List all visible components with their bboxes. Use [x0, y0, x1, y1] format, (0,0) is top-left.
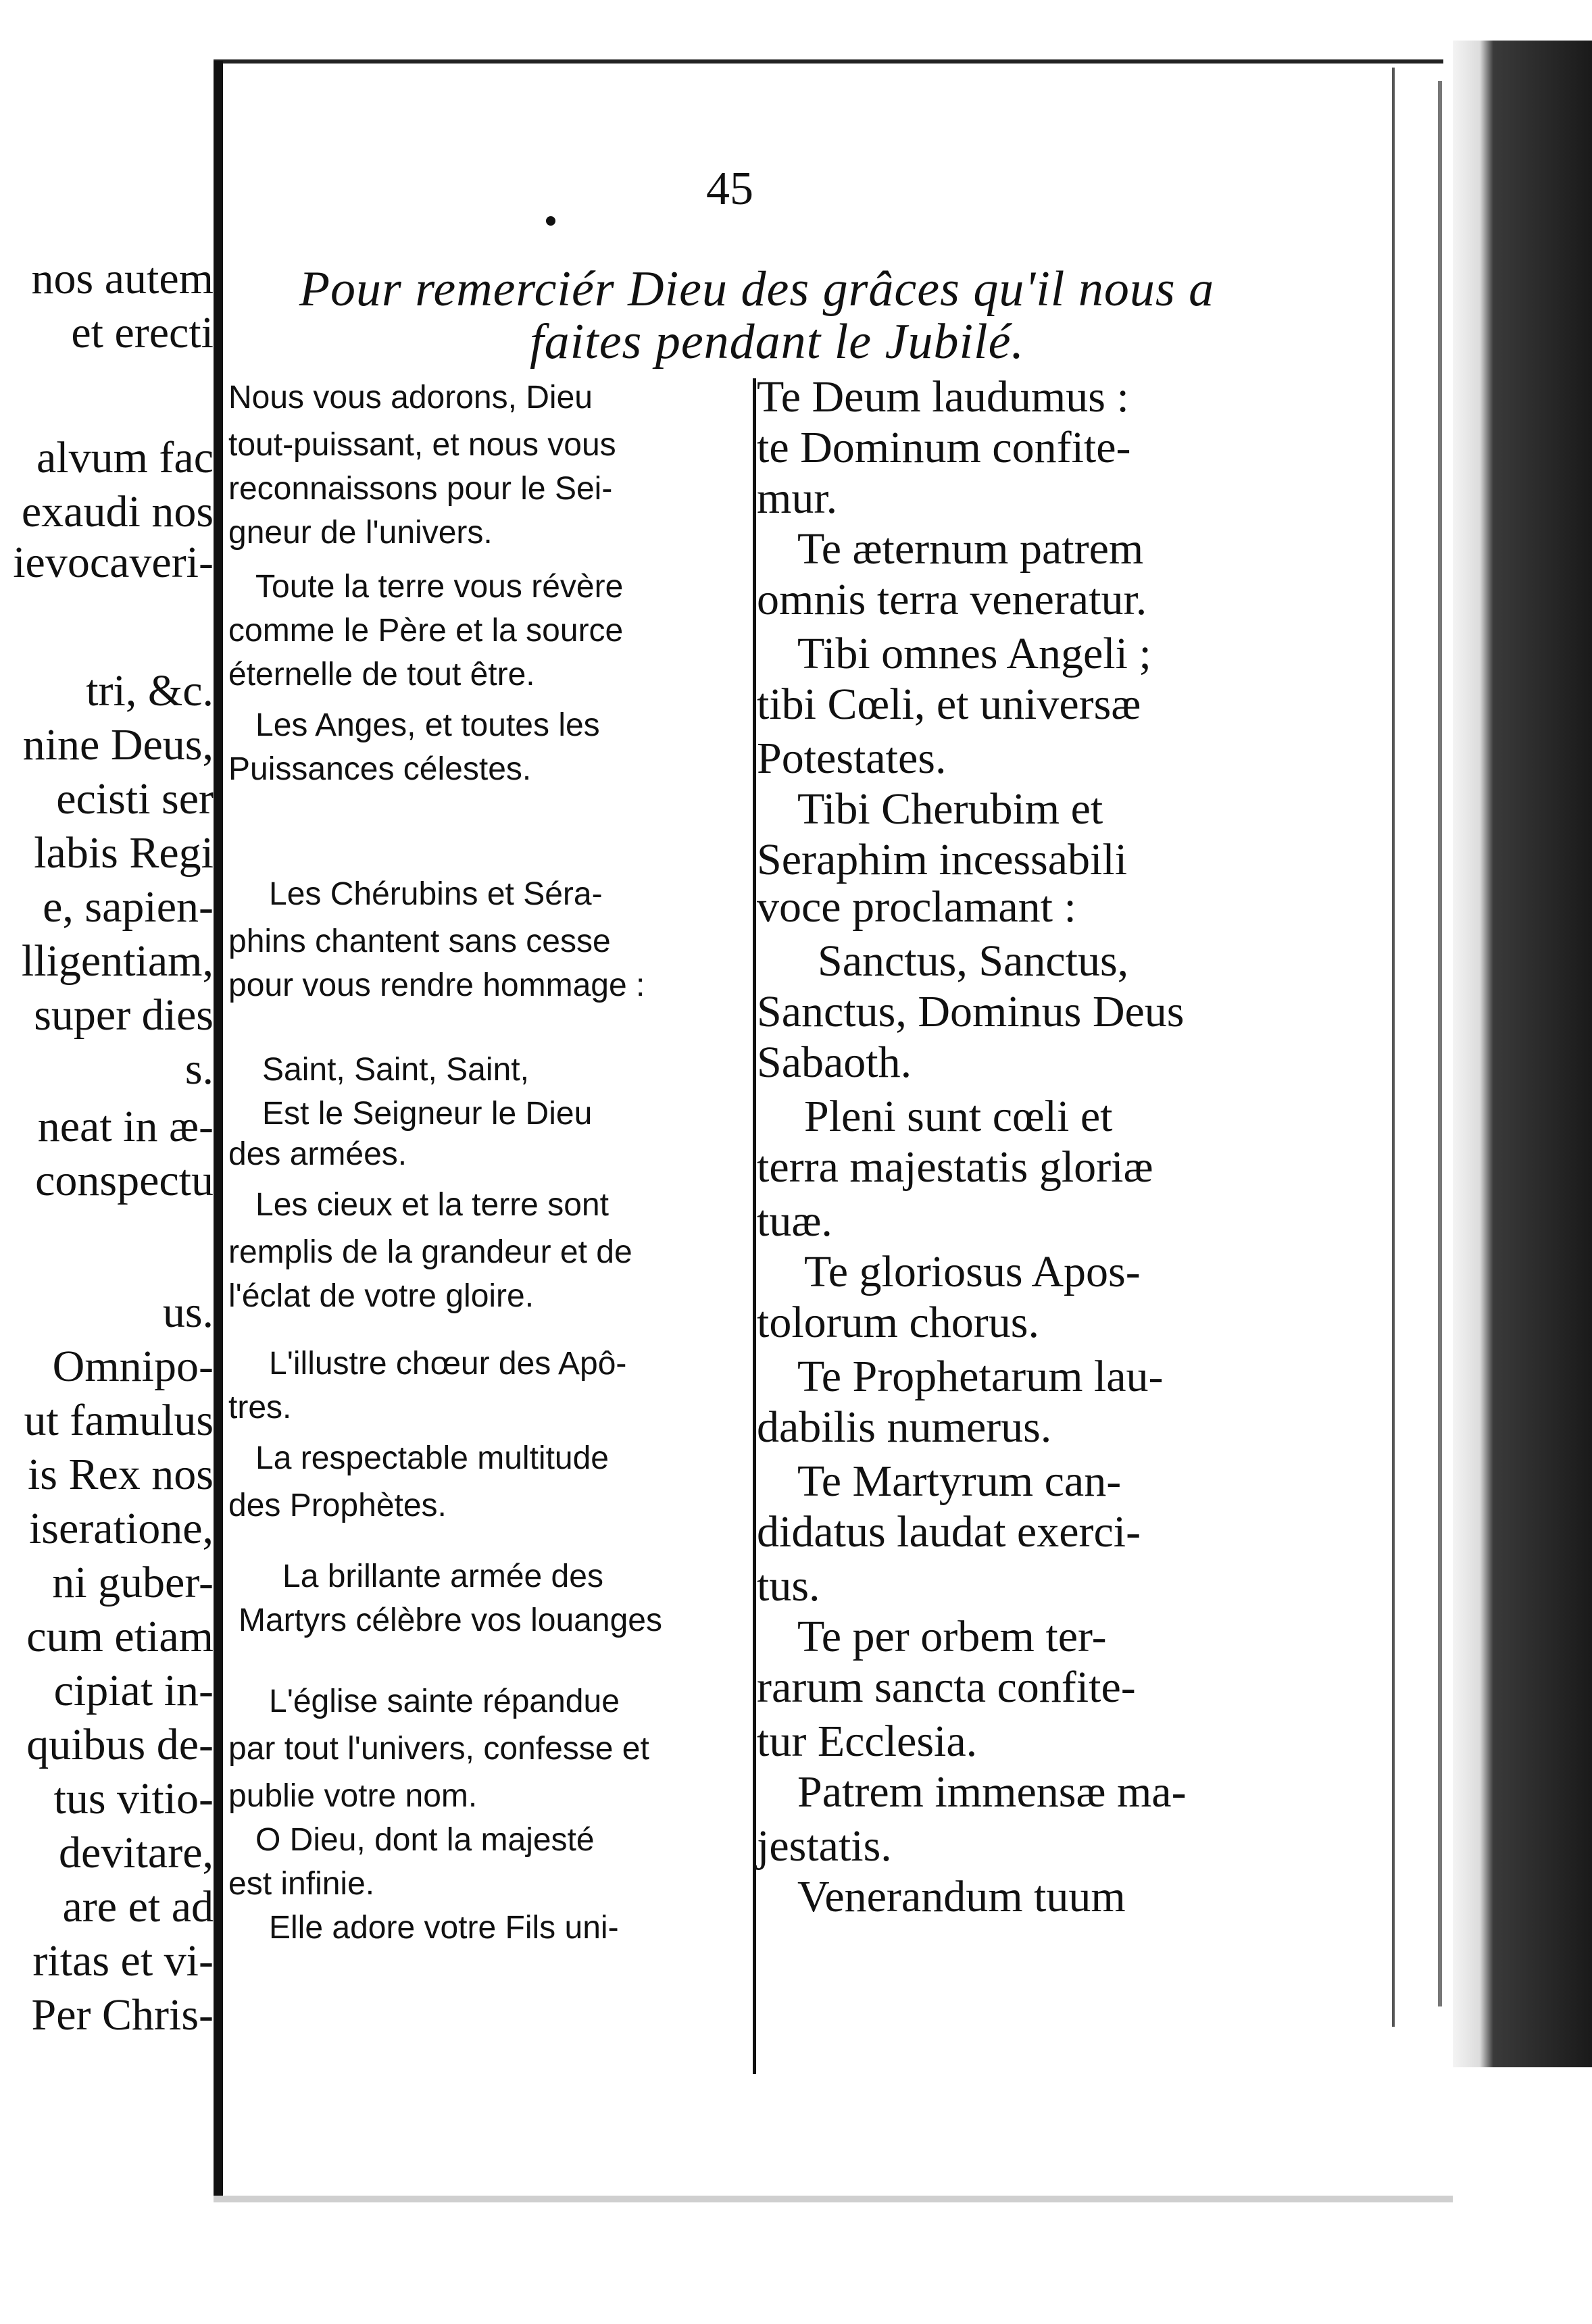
ink-dot [546, 216, 555, 226]
french-line: des armées. [228, 1136, 407, 1172]
left-page-line: iseratione, [28, 1504, 214, 1553]
french-line: L'église sainte répandue [269, 1684, 620, 1719]
left-page-line: alvum fac [36, 433, 214, 482]
left-page-line: exaudi nos [21, 487, 214, 536]
left-page-line: et erecti [71, 308, 214, 357]
left-page-line: cum etiam [26, 1612, 214, 1661]
french-line: Nous vous adorons, Dieu [228, 380, 593, 415]
latin-line: Venerandum tuum [797, 1872, 1126, 1921]
gutter-line [214, 61, 223, 2196]
latin-line: didatus laudat exerci- [757, 1507, 1141, 1557]
latin-line: jestatis. [757, 1821, 892, 1871]
title-line-1: Pour remerciér Dieu des grâces qu'il nous a [299, 261, 1215, 317]
left-page-line: quibus de- [26, 1720, 214, 1769]
french-line: Les Anges, et toutes les [255, 707, 600, 743]
page-title [230, 263, 1284, 368]
french-line: L'illustre chœur des Apô- [269, 1346, 627, 1382]
left-page-line: super dies [34, 990, 214, 1040]
left-page-line: ecisti ser [56, 774, 214, 824]
left-page-line: s. [184, 1044, 214, 1094]
latin-line: tuæ. [757, 1196, 832, 1246]
french-line: éternelle de tout être. [228, 657, 535, 692]
french-line: phins chantent sans cesse [228, 924, 611, 959]
page-top-edge [214, 59, 1443, 64]
french-line: publie votre nom. [228, 1778, 478, 1814]
left-page-line: cipiat in- [53, 1666, 214, 1715]
latin-line: Te Martyrum can- [797, 1457, 1122, 1506]
latin-line: tolorum chorus. [757, 1298, 1039, 1347]
latin-line: dabilis numerus. [757, 1403, 1052, 1452]
left-page-line: is Rex nos [27, 1450, 214, 1499]
latin-line: Seraphim incessabili [757, 835, 1128, 884]
page-edge-line [1392, 68, 1395, 2027]
left-page-fragment [0, 257, 214, 2216]
page-number: 45 [706, 163, 753, 215]
left-page-line: e, sapien- [43, 882, 214, 932]
page-edge-line-outer [1438, 81, 1442, 2006]
french-line: O Dieu, dont la majesté [255, 1822, 595, 1858]
french-line: Elle adore votre Fils uni- [269, 1910, 619, 1946]
left-page-line: tus vitio- [53, 1774, 214, 1823]
left-page-line: devitare, [58, 1828, 214, 1877]
latin-line: Te Deum laudumus : [757, 372, 1129, 422]
french-line: tout-puissant, et nous vous [228, 427, 616, 463]
latin-line: Te gloriosus Apos- [804, 1247, 1141, 1296]
french-line: Les Chérubins et Séra- [269, 876, 603, 912]
french-line: comme le Père et la source [228, 613, 624, 649]
latin-line: omnis terra veneratur. [757, 575, 1147, 624]
left-page-line: conspectu [35, 1156, 214, 1205]
latin-line: tus. [757, 1561, 820, 1611]
latin-line: tibi Cœli, et universæ [757, 680, 1141, 729]
french-line: gneur de l'univers. [228, 515, 493, 551]
left-page-line: Per Chris- [31, 1990, 214, 2040]
left-page-line: tri, &c. [86, 666, 214, 715]
left-page-line: ni guber- [52, 1558, 214, 1607]
french-line: des Prophètes. [228, 1488, 447, 1523]
latin-line: Te æternum patrem [797, 524, 1144, 574]
latin-line: Sanctus, Sanctus, [818, 936, 1129, 986]
scan-right-margin [1453, 41, 1592, 2067]
latin-line: Tibi Cherubim et [797, 784, 1103, 834]
left-page-line: ievocaveri- [13, 538, 214, 587]
latin-line: tur Ecclesia. [757, 1717, 978, 1766]
latin-line: Te Prophetarum lau- [797, 1352, 1164, 1401]
french-line: par tout l'univers, confesse et [228, 1731, 649, 1767]
left-page-line: nos autem [31, 257, 214, 303]
french-line: La respectable multitude [255, 1440, 609, 1476]
french-line: l'éclat de votre gloire. [228, 1278, 534, 1314]
latin-line: Patrem immensæ ma- [797, 1767, 1187, 1817]
latin-line: Potestates. [757, 734, 947, 783]
french-line: reconnaissons pour le Sei- [228, 471, 613, 507]
left-page-line: ut famulus [24, 1396, 214, 1445]
latin-line: Tibi omnes Angeli ; [797, 629, 1151, 678]
french-line: pour vous rendre hommage : [228, 967, 645, 1003]
title-line-2: faites pendant le Jubilé. [530, 313, 1024, 370]
latin-line: rarum sancta confite- [757, 1663, 1136, 1712]
left-page-line: labis Regi [34, 828, 214, 878]
french-line: Toute la terre vous révère [255, 569, 624, 605]
french-line: Saint, Saint, Saint, [262, 1052, 529, 1088]
left-page-line: us. [162, 1288, 214, 1337]
left-page-line: ritas et vi- [32, 1936, 214, 1986]
french-line: tres. [228, 1390, 292, 1425]
latin-line: Te per orbem ter- [797, 1612, 1107, 1661]
french-line: Est le Seigneur le Dieu [262, 1096, 593, 1132]
left-page-line: Omnipo- [52, 1342, 214, 1391]
left-page-line: nine Deus, [22, 720, 214, 769]
french-line: Puissances célestes. [228, 751, 532, 787]
left-page-line: neat in æ- [37, 1102, 214, 1151]
french-line: Les cieux et la terre sont [255, 1187, 609, 1223]
latin-line: Pleni sunt cœli et [804, 1092, 1113, 1141]
french-line: La brillante armée des [282, 1559, 603, 1594]
latin-line: Sabaoth. [757, 1038, 912, 1087]
french-line: remplis de la grandeur et de [228, 1234, 632, 1270]
french-line: est infinie. [228, 1866, 375, 1902]
latin-line: mur. [757, 474, 838, 523]
latin-line: voce proclamant : [757, 882, 1076, 932]
latin-line: terra majestatis gloriæ [757, 1142, 1153, 1192]
left-page-line: are et ad [62, 1882, 214, 1931]
left-page-line: lligentiam, [21, 936, 214, 986]
latin-line: te Dominum confite- [757, 423, 1131, 472]
latin-line: Sanctus, Dominus Deus [757, 987, 1185, 1036]
page-bottom-edge [214, 2196, 1453, 2202]
french-line: Martyrs célèbre vos louanges [239, 1602, 662, 1638]
